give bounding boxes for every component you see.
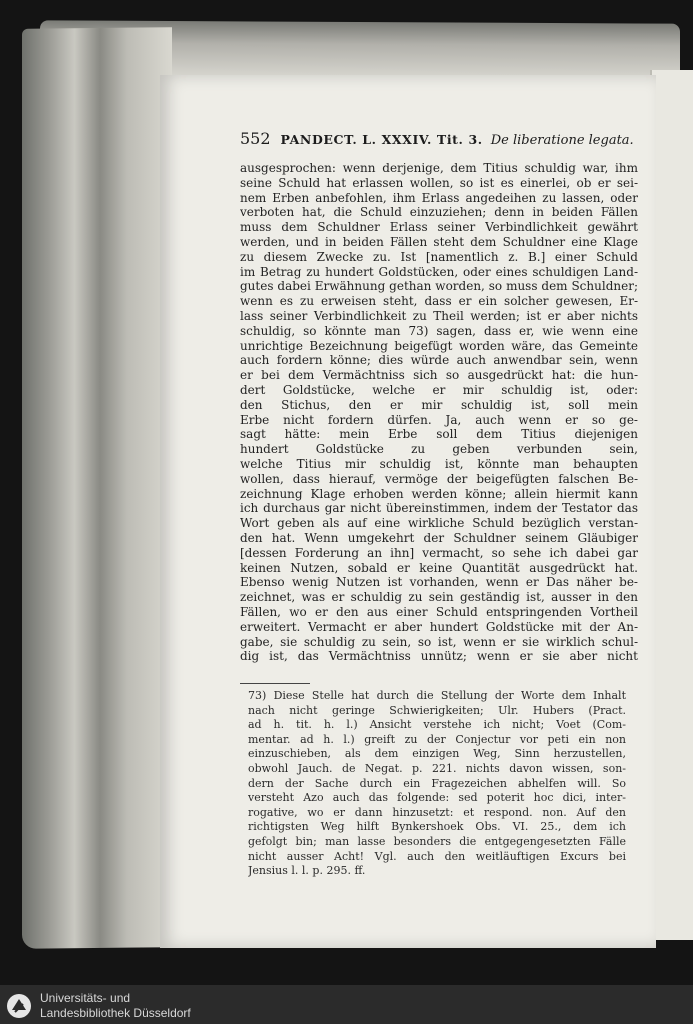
text-line: zeichnung Klage erhoben werden könne; allein hiermit kann	[240, 486, 638, 501]
footnote-line: nach nicht geringe Schwierigkeiten; Ulr. Hubers (Pract.	[248, 703, 626, 717]
text-line: verboten hat, die Schuld einzuziehen; denn in beiden Fällen	[240, 205, 638, 220]
text-line: unrichtige Bezeichnung beigefügt worden wäre, das Gemeinte	[240, 338, 638, 353]
library-name-line1: Universitäts- und	[40, 991, 131, 1005]
text-line: gabe, sie schuldig zu sein, so ist, wenn er sie wirklich schul-	[240, 634, 638, 649]
text-line: sagt hätte: mein Erbe soll dem Titius diejenigen	[240, 427, 638, 442]
footnote-line: richtigsten Weg hilft Bynkershoek Obs. VI. 25., dem ich	[248, 820, 626, 834]
page-title: De liberatione legata.	[490, 133, 634, 148]
footnote-line: dern der Sache durch ein Fragezeichen abhelfen will. So	[248, 776, 626, 790]
library-footer	[0, 985, 693, 1024]
book-page-edges	[22, 27, 172, 949]
library-name-line2: Landesbibliothek Düsseldorf	[40, 1006, 191, 1020]
text-line: Erbe nicht fordern dürfen. Ja, auch wenn er so ge-	[240, 412, 638, 427]
page-number: 552	[240, 129, 271, 148]
footnote-line: obwohl Jauch. de Negat. p. 221. nichts davon wissen, son-	[248, 761, 626, 775]
text-line: Ebenso wenig Nutzen ist vorhanden, wenn er Das näher be-	[240, 575, 638, 590]
text-line: seine Schuld hat erlassen wollen, so ist es einerlei, ob er sei-	[240, 175, 638, 190]
text-line: erweitert. Vermacht er aber hundert Goldstücke mit der An-	[240, 619, 638, 634]
text-line: werden, und in beiden Fällen steht dem Schuldner eine Klage	[240, 234, 638, 249]
footnote-line: gefolgt bin; man lasse besonders die entgegengesetzten Fälle	[248, 834, 626, 848]
text-line: zu diesem Zwecke zu. Ist [namentlich z. B.] einer Schuld	[240, 249, 638, 264]
footnote-line: Jensius l. l. p. 295. ff.	[248, 864, 366, 878]
footnote-line: nicht ausser Acht! Vgl. auch den weitläuftigen Excurs bei	[248, 849, 626, 863]
footnote-rule	[240, 683, 310, 684]
text-line: ausgesprochen: wenn derjenige, dem Titius schuldig war, ihm	[240, 161, 638, 175]
text-line: wollen, dass hierauf, vermöge der beigefügten falschen Be-	[240, 471, 638, 486]
text-line: hundert Goldstücke zu geben verbunden sein,	[240, 442, 638, 457]
text-line: im Betrag zu hundert Goldstücken, oder eines schuldigen Land-	[240, 264, 638, 279]
text-line: nem Erben anbefohlen, ihm Erlass angedeihen zu lassen, oder	[240, 190, 638, 205]
library-logo-icon	[6, 993, 32, 1019]
text-line: Wort geben als auf eine wirkliche Schuld bezüglich verstan-	[240, 516, 638, 531]
text-line: gutes dabei Erwähnung gethan worden, so muss dem Schuldner;	[240, 279, 638, 294]
body-text	[240, 161, 638, 664]
footnote-line: einzuschieben, als dem einzigen Weg, Sinn herzustellen,	[248, 747, 626, 761]
text-line: keinen Nutzen, sobald er keine Quantität ausgedrückt hat.	[240, 560, 638, 575]
text-line: dert Goldstücke, welche er mir schuldig ist, oder:	[240, 382, 638, 397]
footnote-line: ad h. tit. h. l.) Ansicht verstehe ich nicht; Voet (Com-	[248, 718, 626, 732]
text-line: lass seiner Verbindlichkeit zu Theil werden; ist er aber nichts	[240, 308, 638, 323]
text-line: auch fordern könne; dies würde auch anwendbar sein, wenn	[240, 353, 638, 368]
footnote-line: mentar. ad h. l.) greift zu der Conjectur vor peti ein non	[248, 732, 626, 746]
section-reference: PANDECT. L. XXXIV. Tit. 3.	[280, 132, 483, 147]
text-line: wenn es zu erweisen steht, dass er ein solcher gewesen, Er-	[240, 294, 638, 309]
text-line: muss dem Schuldner Erlass seiner Verbindlichkeit gewährt	[240, 220, 638, 235]
footnote-line: rogative, wo er dann hinzusetzt: et respond. non. Auf den	[248, 805, 626, 819]
footnote	[248, 689, 626, 879]
running-head	[240, 129, 638, 151]
text-line: den Stichus, den er mir schuldig ist, soll mein	[240, 397, 638, 412]
footnote-line: versteht Azo auch das folgende: sed poterit hoc dici, inter-	[248, 791, 626, 805]
text-line: welche Titius mir schuldig ist, könnte man behaupten	[240, 456, 638, 471]
book-page	[160, 75, 656, 948]
text-line: er bei dem Vermächtniss sich so ausgedrückt hat: die hun-	[240, 368, 638, 383]
text-line: ich durchaus gar nicht übereinstimmen, indem der Testator das	[240, 501, 638, 516]
text-line: zeichnet, was er schuldig zu sein geständig ist, ausser in den	[240, 590, 638, 605]
footnote-line: 73) Diese Stelle hat durch die Stellung der Worte dem Inhalt	[248, 689, 626, 702]
text-line: Fällen, wo er den aus einer Schuld entspringenden Vortheil	[240, 604, 638, 619]
text-line: [dessen Forderung an ihn] vermacht, so sehe ich dabei gar	[240, 545, 638, 560]
adjacent-page	[650, 70, 693, 940]
text-line: dig ist, das Vermächtniss unnütz; wenn er sie aber nicht	[240, 649, 638, 664]
text-line: den hat. Wenn umgekehrt der Schuldner seinem Gläubiger	[240, 530, 638, 545]
text-line: schuldig, so könnte man 73) sagen, dass er, wie wenn eine	[240, 323, 638, 338]
